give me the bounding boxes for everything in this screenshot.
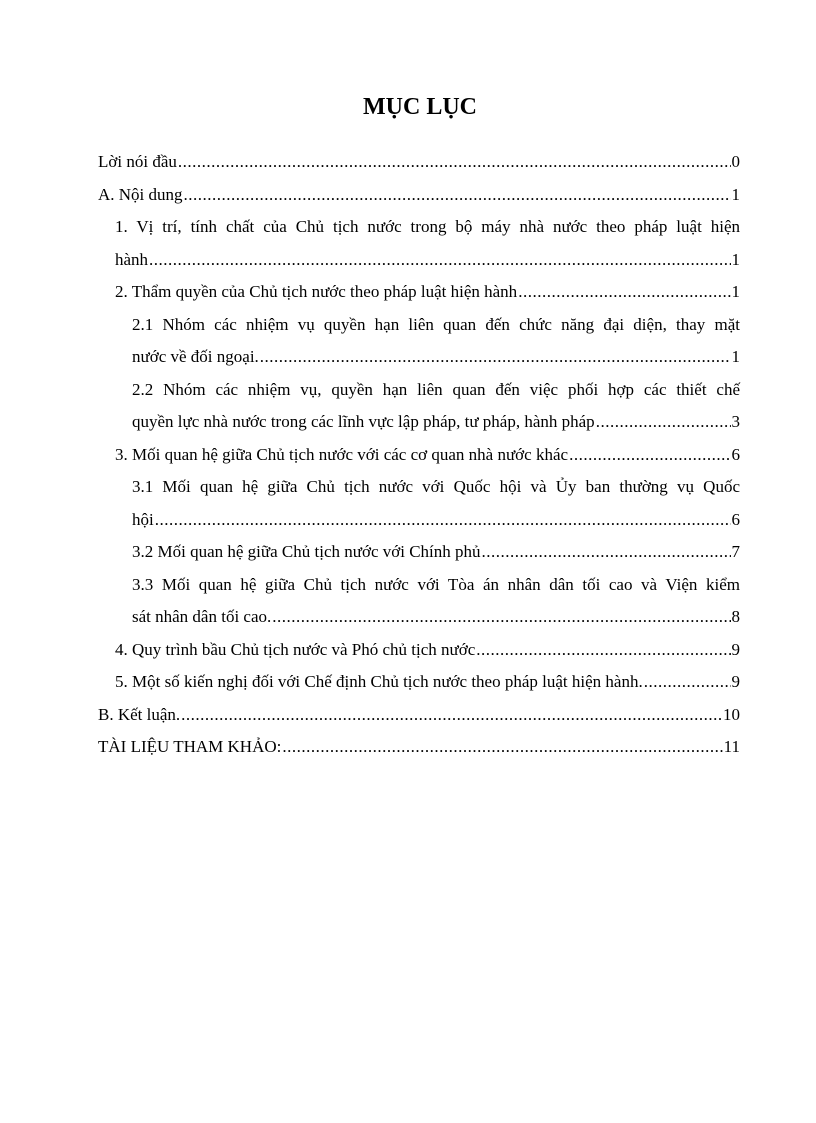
toc-entry-text: TÀI LIỆU THAM KHẢO: (98, 737, 282, 756)
dot-leader (569, 439, 730, 472)
dot-leader (282, 731, 722, 764)
toc-entry-loi-noi-dau[interactable] (98, 146, 740, 179)
toc-page-number: 1 (731, 282, 740, 301)
toc-page-number: 0 (731, 152, 740, 171)
toc-entry-text: 4. Quy trình bầu Chủ tịch nước và Phó chủ tịch nước (115, 639, 476, 659)
toc-entry-text: 3. Mối quan hệ giữa Chủ tịch nước với các cơ quan nhà nước khác (115, 444, 569, 464)
dot-leader (181, 699, 722, 732)
toc-page-number: 8 (731, 607, 740, 626)
toc-entry-moi-quan-he[interactable] (98, 439, 740, 472)
toc-page-number: 1 (731, 347, 740, 366)
table-of-contents (98, 146, 740, 764)
toc-entry-text: Lời nói đầu (98, 152, 177, 171)
toc-entry-3-1[interactable] (98, 471, 740, 536)
toc-entry-text-line: 2.1 Nhóm các nhiệm vụ quyền hạn liên quan đến chức năng đại diện, thay mặt (132, 314, 740, 334)
toc-entry-tai-lieu-tham-khao[interactable] (98, 731, 740, 764)
toc-page-number: 9 (731, 639, 740, 659)
dot-leader (260, 341, 731, 374)
dot-leader (482, 536, 731, 569)
toc-entry-text: A. Nội dung (98, 184, 183, 204)
toc-entry-quy-trinh-bau[interactable] (98, 634, 740, 667)
dot-leader (596, 406, 731, 439)
toc-entry-vi-tri-tinh-chat[interactable] (98, 211, 740, 276)
toc-entry-text: quyền lực nhà nước trong các lĩnh vực lập pháp, tư pháp, hành pháp (132, 412, 595, 431)
toc-entry-tham-quyen[interactable] (98, 276, 740, 309)
toc-entry-2-1[interactable] (98, 309, 740, 374)
toc-entry-noi-dung[interactable] (98, 179, 740, 212)
toc-page-number: 9 (731, 672, 740, 691)
toc-entry-text-line: 3.3 Mối quan hệ giữa Chủ tịch nước với Tòa án nhân dân tối cao và Viện kiểm (132, 574, 740, 594)
dot-leader (155, 504, 731, 537)
toc-page-number: 3 (731, 412, 740, 431)
toc-entry-text: nước về đối ngoại. (132, 347, 259, 366)
toc-entry-2-2[interactable] (98, 374, 740, 439)
toc-page-number: 11 (723, 737, 740, 756)
toc-entry-text: hội (132, 509, 154, 529)
toc-entry-text-line: 3.1 Mối quan hệ giữa Chủ tịch nước với Quốc hội và Ủy ban thường vụ Quốc (132, 477, 740, 496)
toc-entry-text: 5. Một số kiến nghị đối với Chế định Chủ tịch nước theo pháp luật hiện hành. (115, 672, 643, 691)
page-title: MỤC LỤC (363, 94, 477, 120)
dot-leader (178, 146, 731, 179)
toc-entry-ket-luan[interactable] (98, 699, 740, 732)
dot-leader (644, 666, 731, 699)
toc-page-number: 7 (731, 542, 740, 561)
dot-leader (272, 601, 730, 634)
dot-leader (149, 244, 730, 277)
toc-page-number: 1 (731, 249, 740, 269)
toc-entry-3-2[interactable] (98, 536, 740, 569)
toc-entry-kien-nghi[interactable] (98, 666, 740, 699)
toc-page-number: 6 (731, 444, 740, 464)
toc-page-number: 10 (723, 704, 740, 724)
toc-entry-text: 3.2 Mối quan hệ giữa Chủ tịch nước với Chính phủ (132, 542, 481, 561)
toc-entry-text-line: 2.2 Nhóm các nhiệm vụ, quyền hạn liên quan đến việc phối hợp các thiết chế (132, 379, 740, 399)
toc-page-number: 6 (731, 509, 740, 529)
dot-leader (518, 276, 730, 309)
toc-page-number: 1 (731, 184, 740, 204)
toc-entry-text-line: 1. Vị trí, tính chất của Chủ tịch nước trong bộ máy nhà nước theo pháp luật hiện (115, 217, 740, 236)
toc-entry-text: sát nhân dân tối cao. (132, 607, 272, 626)
toc-entry-3-3[interactable] (98, 569, 740, 634)
toc-entry-text: hành (115, 249, 149, 269)
toc-entry-text: B. Kết luận. (98, 704, 181, 724)
dot-leader (476, 634, 730, 667)
toc-entry-text: 2. Thẩm quyền của Chủ tịch nước theo pháp luật hiện hành (115, 282, 518, 301)
dot-leader (184, 179, 731, 212)
